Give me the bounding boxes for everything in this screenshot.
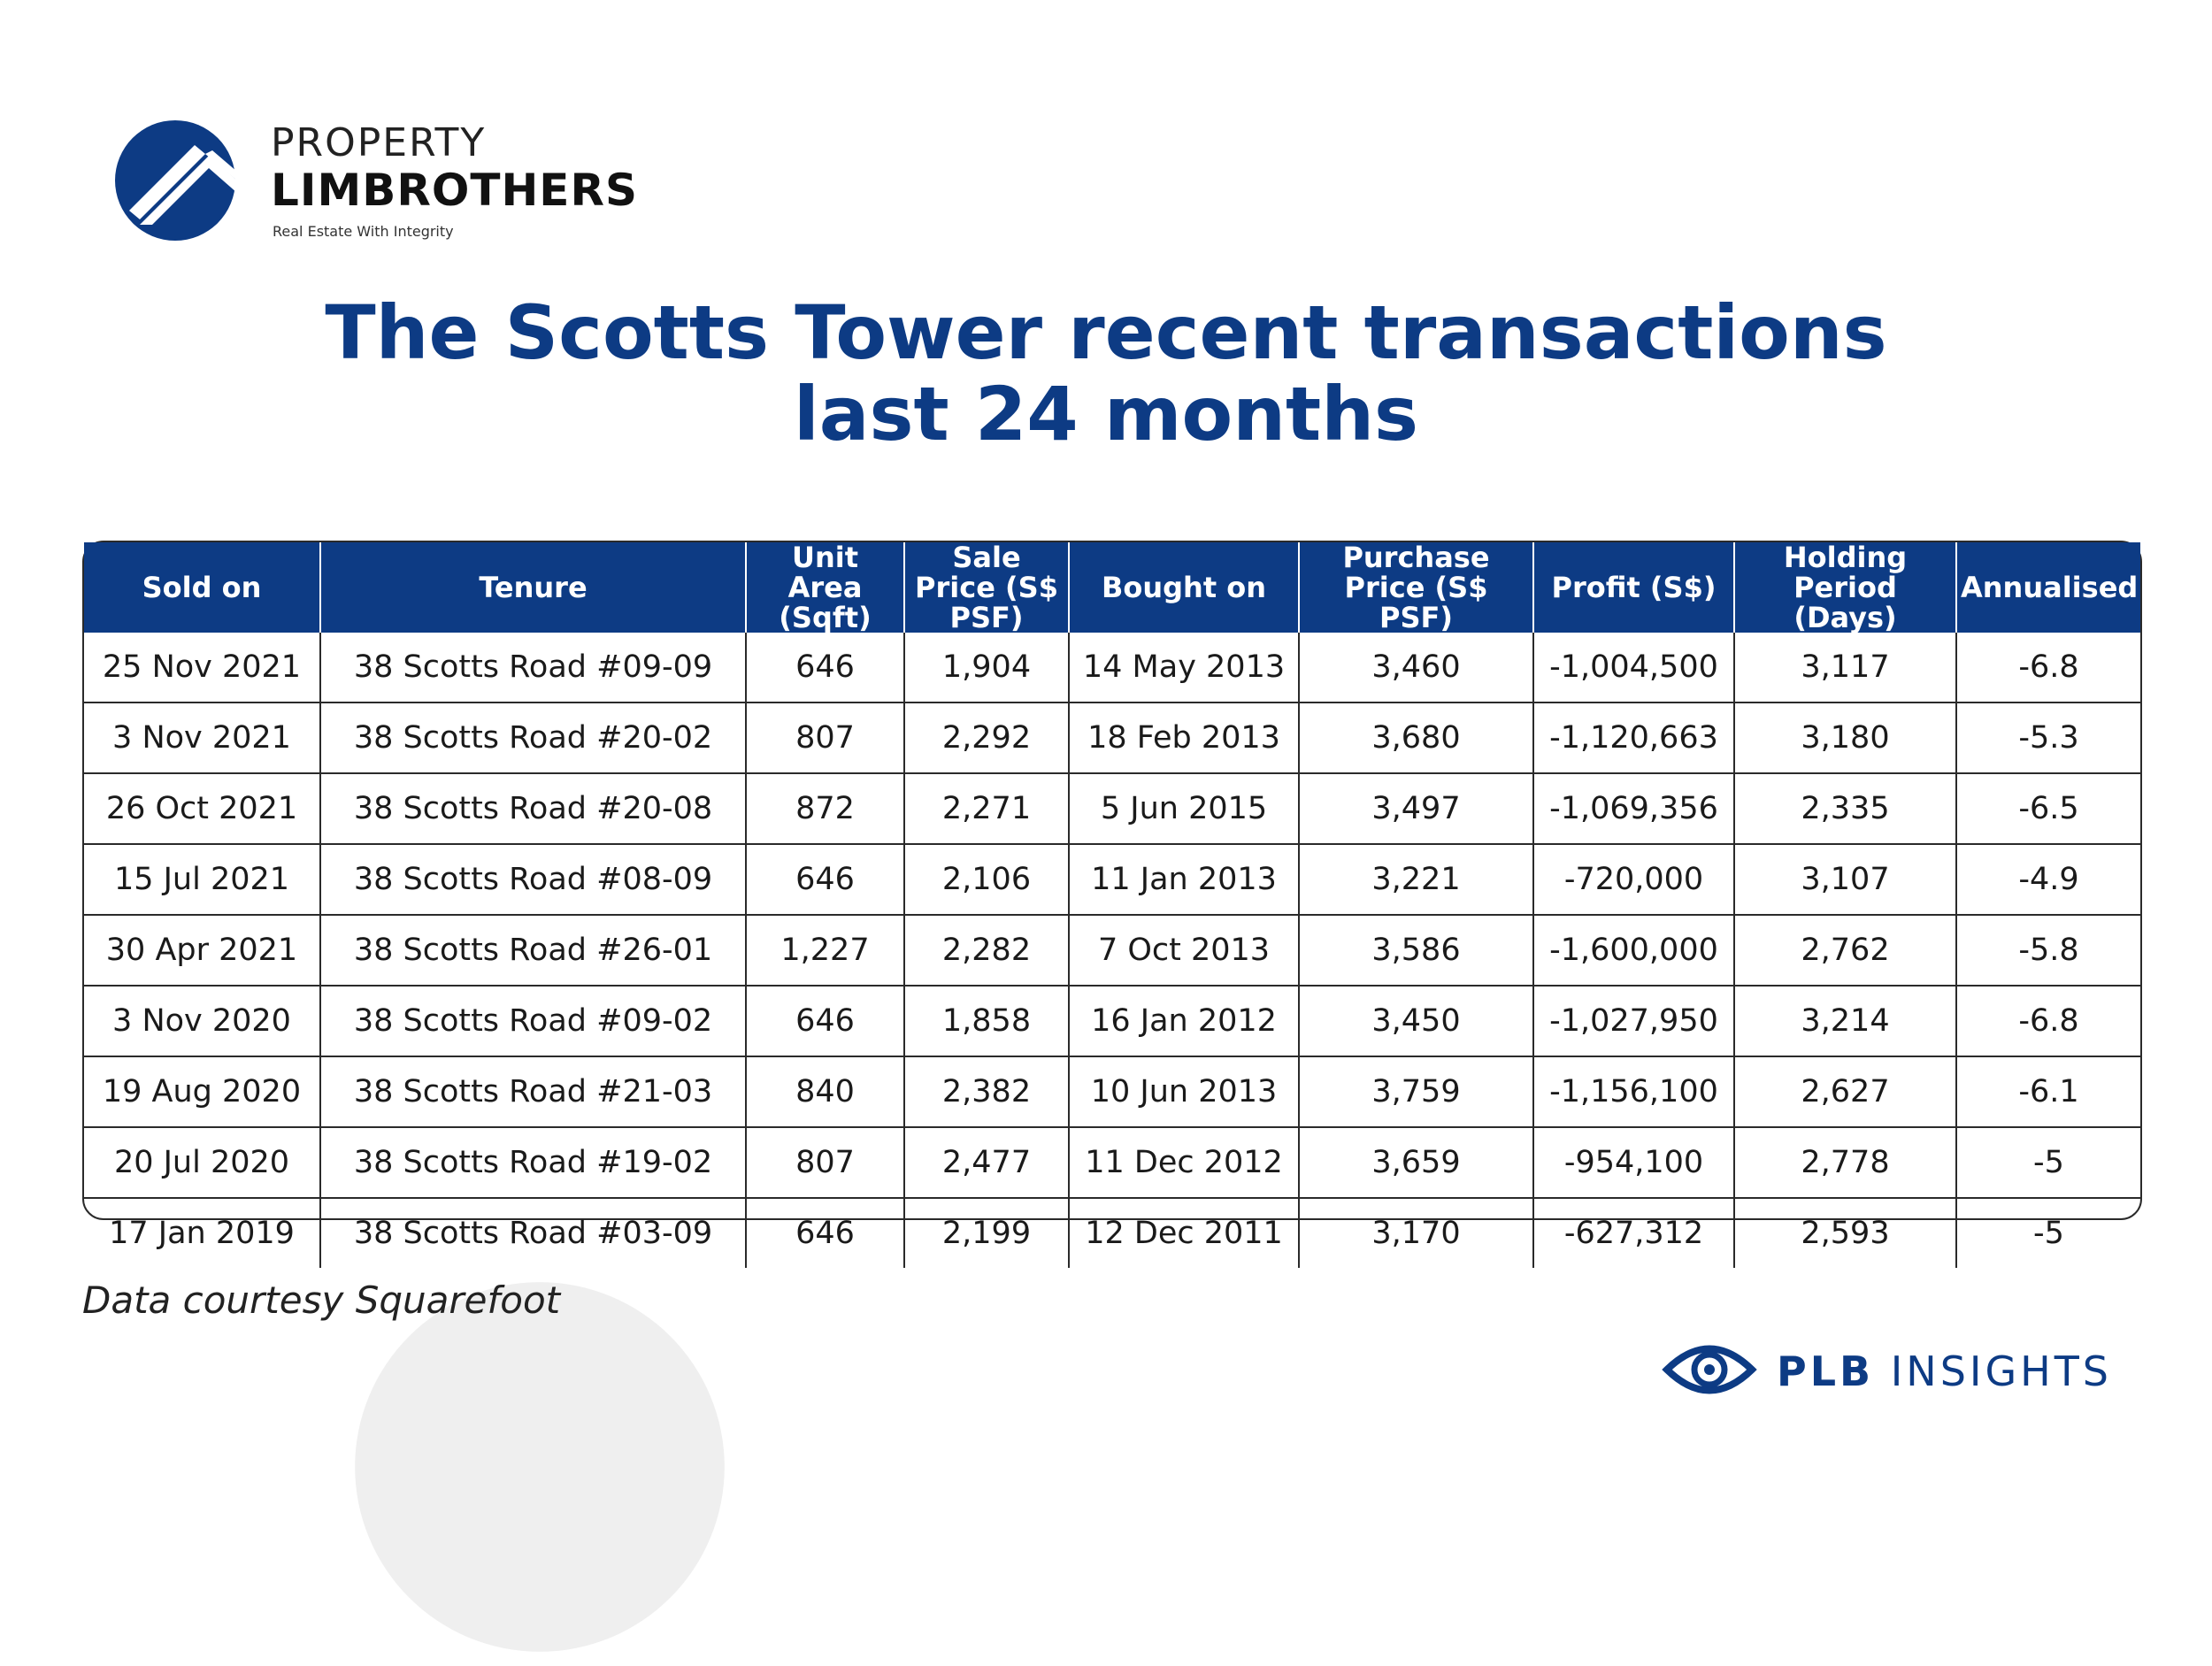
table-row: [84, 986, 2140, 1056]
cell-sale-price: 2,477: [904, 1127, 1069, 1198]
insights-rest: INSIGHTS: [1890, 1347, 2112, 1395]
cell-purchase-price: 3,460: [1299, 633, 1533, 702]
cell-sale-price: 2,271: [904, 773, 1069, 844]
cell-holding-period: 3,107: [1734, 844, 1956, 915]
cell-holding-period: 2,627: [1734, 1056, 1956, 1127]
table-row: [84, 915, 2140, 986]
cell-holding-period: 2,762: [1734, 915, 1956, 986]
cell-tenure: 38 Scotts Road #19-02: [320, 1127, 746, 1198]
cell-sale-price: 1,858: [904, 986, 1069, 1056]
cell-purchase-price: 3,680: [1299, 702, 1533, 773]
cell-annualised: -4.9: [1956, 844, 2140, 915]
cell-annualised: -5.8: [1956, 915, 2140, 986]
cell-unit-area: 1,227: [746, 915, 904, 986]
cell-holding-period: 3,180: [1734, 702, 1956, 773]
cell-sold-on: 3 Nov 2021: [84, 702, 320, 773]
cell-sold-on: 17 Jan 2019: [84, 1198, 320, 1268]
cell-holding-period: 2,593: [1734, 1198, 1956, 1268]
cell-unit-area: 646: [746, 986, 904, 1056]
cell-sold-on: 15 Jul 2021: [84, 844, 320, 915]
cell-sale-price: 1,904: [904, 633, 1069, 702]
cell-bought-on: 5 Jun 2015: [1069, 773, 1299, 844]
table-row: [84, 844, 2140, 915]
cell-profit: -627,312: [1533, 1198, 1734, 1268]
col-sale-price: Sale Price (S$ PSF): [904, 542, 1069, 633]
cell-sold-on: 20 Jul 2020: [84, 1127, 320, 1198]
cell-profit: -954,100: [1533, 1127, 1734, 1198]
cell-profit: -1,004,500: [1533, 633, 1734, 702]
insights-wordmark: [1777, 1347, 2112, 1395]
cell-tenure: 38 Scotts Road #08-09: [320, 844, 746, 915]
cell-bought-on: 11 Dec 2012: [1069, 1127, 1299, 1198]
cell-sold-on: 26 Oct 2021: [84, 773, 320, 844]
cell-annualised: -6.8: [1956, 986, 2140, 1056]
cell-sale-price: 2,106: [904, 844, 1069, 915]
cell-tenure: 38 Scotts Road #21-03: [320, 1056, 746, 1127]
cell-bought-on: 14 May 2013: [1069, 633, 1299, 702]
col-tenure: Tenure: [320, 542, 746, 633]
title-line-1: The Scotts Tower recent transactions: [325, 289, 1887, 376]
cell-purchase-price: 3,586: [1299, 915, 1533, 986]
cell-profit: -1,120,663: [1533, 702, 1734, 773]
cell-purchase-price: 3,497: [1299, 773, 1533, 844]
cell-bought-on: 11 Jan 2013: [1069, 844, 1299, 915]
cell-sale-price: 2,382: [904, 1056, 1069, 1127]
cell-purchase-price: 3,759: [1299, 1056, 1533, 1127]
insights-bold: PLB: [1777, 1347, 1875, 1395]
cell-annualised: -6.5: [1956, 773, 2140, 844]
cell-annualised: -5.3: [1956, 702, 2140, 773]
cell-purchase-price: 3,450: [1299, 986, 1533, 1056]
brand-line2: LIMBROTHERS: [271, 165, 638, 216]
plb-insights-logo: [1663, 1340, 2124, 1402]
transactions-table: [82, 541, 2142, 1251]
col-purchase-price: Purchase Price (S$ PSF): [1299, 542, 1533, 633]
house-roof-logo-icon: [113, 119, 237, 242]
cell-tenure: 38 Scotts Road #09-02: [320, 986, 746, 1056]
cell-unit-area: 646: [746, 844, 904, 915]
cell-annualised: -6.1: [1956, 1056, 2140, 1127]
cell-profit: -1,069,356: [1533, 773, 1734, 844]
col-unit-area: Unit Area (Sqft): [746, 542, 904, 633]
table-row: [84, 702, 2140, 773]
cell-tenure: 38 Scotts Road #20-08: [320, 773, 746, 844]
cell-purchase-price: 3,659: [1299, 1127, 1533, 1198]
table-row: [84, 1198, 2140, 1268]
cell-profit: -720,000: [1533, 844, 1734, 915]
cell-bought-on: 12 Dec 2011: [1069, 1198, 1299, 1268]
page-title: [0, 289, 2212, 457]
col-profit: Profit (S$): [1533, 542, 1734, 633]
cell-holding-period: 3,214: [1734, 986, 1956, 1056]
col-annualised: Annualised: [1956, 542, 2140, 633]
cell-bought-on: 18 Feb 2013: [1069, 702, 1299, 773]
title-line-2: last 24 months: [793, 371, 1418, 457]
table-row: [84, 633, 2140, 702]
cell-holding-period: 2,335: [1734, 773, 1956, 844]
cell-purchase-price: 3,170: [1299, 1198, 1533, 1268]
cell-annualised: -6.8: [2018, 649, 2079, 685]
table-row: [84, 773, 2140, 844]
cell-unit-area: 807: [746, 702, 904, 773]
col-bought-on: Bought on: [1069, 542, 1299, 633]
cell-profit: -1,156,100: [1533, 1056, 1734, 1127]
cell-tenure: 38 Scotts Road #20-02: [320, 702, 746, 773]
watermark-logo-icon: [349, 1277, 730, 1657]
cell-profit: -1,600,000: [1533, 915, 1734, 986]
cell-unit-area: 646: [746, 633, 904, 702]
cell-holding-period: 2,778: [1734, 1127, 1956, 1198]
col-holding-period: Holding Period (Days): [1734, 542, 1956, 633]
cell-bought-on: 16 Jan 2012: [1069, 986, 1299, 1056]
cell-bought-on: 7 Oct 2013: [1069, 915, 1299, 986]
cell-profit: -1,027,950: [1533, 986, 1734, 1056]
eye-icon: [1663, 1340, 1755, 1399]
brand-logo: [113, 119, 644, 251]
cell-purchase-price: 3,221: [1299, 844, 1533, 915]
brand-tagline: Real Estate With Integrity: [273, 223, 454, 240]
cell-tenure: 38 Scotts Road #26-01: [320, 915, 746, 986]
cell-sale-price: 2,282: [904, 915, 1069, 986]
cell-unit-area: 807: [746, 1127, 904, 1198]
cell-tenure: 38 Scotts Road #03-09: [320, 1198, 746, 1268]
cell-unit-area: 646: [746, 1198, 904, 1268]
table-header-row: [84, 542, 2140, 633]
col-sold-on: Sold on: [84, 542, 320, 633]
table-row: [84, 1056, 2140, 1127]
cell-sold-on: 3 Nov 2020: [84, 986, 320, 1056]
cell-tenure: 38 Scotts Road #09-09: [320, 633, 746, 702]
cell-bought-on: 10 Jun 2013: [1069, 1056, 1299, 1127]
table-row: [84, 1127, 2140, 1198]
cell-sale-price: 2,292: [904, 702, 1069, 773]
cell-sold-on: 30 Apr 2021: [84, 915, 320, 986]
cell-annualised: -5: [1956, 1198, 2140, 1268]
cell-annualised: -5: [1956, 1127, 2140, 1198]
cell-sold-on: 19 Aug 2020: [84, 1056, 320, 1127]
cell-holding-period: 3,117: [1734, 633, 1956, 702]
data-source-note: Data courtesy Squarefoot: [82, 1278, 561, 1322]
brand-line1: PROPERTY: [271, 120, 487, 165]
cell-sale-price: 2,199: [904, 1198, 1069, 1268]
cell-unit-area: 872: [746, 773, 904, 844]
transactions-grid: [84, 542, 2140, 1268]
cell-sold-on: 25 Nov 2021: [84, 633, 320, 702]
watermark: [349, 1268, 2075, 1666]
cell-unit-area: 840: [746, 1056, 904, 1127]
